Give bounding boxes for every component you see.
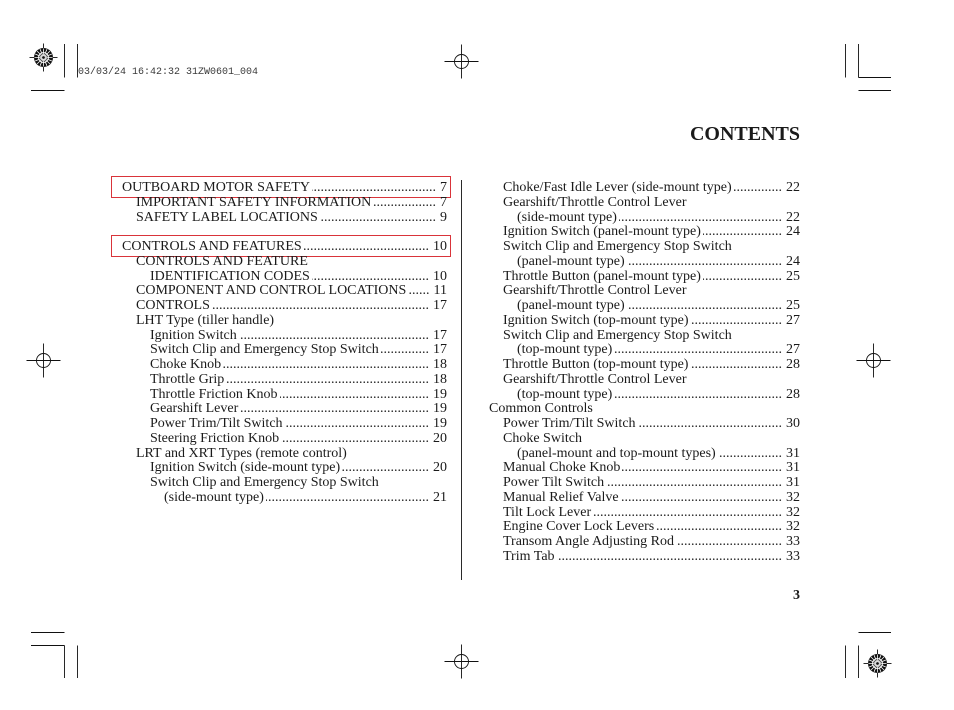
dot-leader bbox=[690, 314, 782, 329]
toc-entry bbox=[475, 461, 800, 476]
toc-entry bbox=[475, 181, 800, 196]
toc-entry-title: CONTROLS bbox=[136, 298, 210, 313]
toc-entry-title: Gearshift/Throttle Control Lever bbox=[503, 371, 687, 387]
toc-left-column bbox=[122, 181, 447, 506]
toc-entry-title: Switch Clip and Emergency Stop Switch bbox=[503, 239, 732, 254]
toc-row bbox=[475, 402, 800, 417]
toc-row bbox=[475, 329, 800, 344]
toc-entry-title: IMPORTANT SAFETY INFORMATION bbox=[136, 194, 372, 210]
toc-entry-title: Throttle Friction Knob bbox=[150, 386, 278, 402]
toc-right-column bbox=[475, 181, 800, 565]
toc-entry bbox=[475, 535, 800, 550]
toc-row bbox=[122, 329, 447, 344]
dot-leader bbox=[312, 270, 429, 285]
toc-page-number: 31 bbox=[786, 460, 800, 476]
toc-entry bbox=[122, 447, 447, 462]
toc-entry-title: Choke Knob bbox=[150, 357, 222, 372]
dot-leader bbox=[656, 520, 782, 535]
toc-entry-title: OUTBOARD MOTOR SAFETY bbox=[122, 180, 310, 195]
toc-page-number: 17 bbox=[433, 342, 447, 358]
toc-page-number: 31 bbox=[786, 445, 800, 461]
toc-entry bbox=[122, 402, 447, 417]
dot-leader bbox=[312, 181, 436, 196]
crop-marks-top-right bbox=[846, 44, 892, 91]
toc-row bbox=[475, 225, 800, 240]
toc-entry-title: CONTROLS AND FEATURE bbox=[136, 253, 308, 269]
dot-leader bbox=[676, 535, 782, 550]
toc-section bbox=[122, 181, 447, 225]
toc-entry bbox=[122, 388, 447, 403]
dot-leader bbox=[226, 373, 429, 388]
toc-entry bbox=[475, 373, 800, 403]
dot-leader bbox=[266, 491, 429, 506]
toc-entry-title: Engine Cover Lock Levers bbox=[503, 519, 655, 535]
toc-row bbox=[122, 284, 447, 299]
dot-leader bbox=[373, 196, 436, 211]
toc-entry-title: Transom Angle Adjusting Rod bbox=[503, 534, 675, 549]
toc-entry bbox=[475, 196, 800, 226]
toc-page-number: 18 bbox=[433, 357, 447, 372]
dot-leader bbox=[408, 284, 429, 299]
toc-entry bbox=[475, 520, 800, 535]
toc-entry bbox=[122, 343, 447, 358]
toc-entry bbox=[475, 270, 800, 285]
toc-page-number: 7 bbox=[440, 180, 447, 195]
dot-leader bbox=[718, 447, 782, 462]
toc-section bbox=[122, 240, 447, 506]
toc-row bbox=[475, 270, 800, 285]
registration-bullseye-top-left bbox=[30, 44, 58, 72]
toc-row bbox=[475, 417, 800, 432]
toc-page-number: 21 bbox=[433, 489, 447, 505]
bullseye-center bbox=[42, 56, 45, 59]
toc-page-number: 27 bbox=[786, 342, 800, 358]
toc-page-number: 25 bbox=[786, 298, 800, 313]
dot-leader bbox=[285, 417, 429, 432]
toc-entry bbox=[475, 329, 800, 359]
toc-entry-title: Throttle Button (top-mount type) bbox=[503, 357, 689, 372]
toc-row bbox=[122, 402, 447, 417]
toc-entry-title: (side-mount type) bbox=[517, 209, 617, 225]
bullseye-disc bbox=[34, 48, 53, 67]
toc-entry-title: Steering Friction Knob bbox=[150, 430, 280, 446]
toc-entry-title: Throttle Button (panel-mount type) bbox=[503, 268, 701, 284]
bullseye-center bbox=[876, 662, 879, 665]
toc-row bbox=[475, 196, 800, 211]
dot-leader bbox=[627, 255, 782, 270]
toc-page-number: 11 bbox=[433, 283, 447, 299]
toc-page-number: 28 bbox=[786, 386, 800, 402]
toc-page-number: 25 bbox=[786, 268, 800, 284]
toc-row bbox=[475, 299, 800, 314]
toc-row bbox=[475, 535, 800, 550]
toc-row bbox=[122, 388, 447, 403]
target-ring bbox=[455, 55, 469, 69]
toc-page-number: 20 bbox=[433, 430, 447, 446]
toc-entry-title: Ignition Switch (panel-mount type) bbox=[503, 224, 701, 240]
toc-entry-title: Power Trim/Tilt Switch bbox=[150, 416, 283, 431]
toc-entry bbox=[122, 358, 447, 373]
toc-entry-title: (panel-mount and top-mount types) bbox=[517, 445, 716, 461]
toc-row bbox=[122, 196, 447, 211]
toc-entry-title: Manual Choke Knob bbox=[503, 460, 621, 476]
crop-marks-bottom-right bbox=[846, 633, 892, 679]
toc-row bbox=[475, 240, 800, 255]
toc-entry bbox=[475, 506, 800, 521]
toc-row bbox=[475, 373, 800, 388]
toc-entry-title: Choke Switch bbox=[503, 430, 582, 446]
toc-row bbox=[122, 417, 447, 432]
toc-entry bbox=[122, 417, 447, 432]
toc-section bbox=[475, 181, 800, 565]
toc-row bbox=[475, 550, 800, 565]
dot-leader bbox=[690, 358, 782, 373]
toc-entry-title: Gearshift Lever bbox=[150, 401, 239, 417]
toc-page-number: 9 bbox=[440, 209, 447, 225]
toc-entry-title: Ignition Switch (top-mount type) bbox=[503, 312, 689, 328]
bullseye-spoke bbox=[37, 51, 50, 64]
dot-leader bbox=[381, 343, 429, 358]
bullseye-ring bbox=[39, 53, 49, 63]
dot-leader bbox=[212, 299, 429, 314]
toc-page-number: 30 bbox=[786, 416, 800, 431]
toc-entry bbox=[475, 476, 800, 491]
toc-page-number: 32 bbox=[786, 504, 800, 520]
toc-page-number: 27 bbox=[786, 312, 800, 328]
toc-entry-title: Switch Clip and Emergency Stop Switch bbox=[503, 327, 732, 343]
toc-page-number: 22 bbox=[786, 209, 800, 225]
toc-row bbox=[122, 299, 447, 314]
toc-entry bbox=[122, 329, 447, 344]
toc-entry bbox=[122, 181, 447, 196]
bullseye-ring bbox=[873, 659, 883, 669]
bullseye-spoke bbox=[35, 54, 52, 61]
toc-page-number: 19 bbox=[433, 416, 447, 431]
toc-entry-title: SAFETY LABEL LOCATIONS bbox=[136, 209, 318, 225]
toc-row bbox=[122, 373, 447, 388]
dot-leader bbox=[280, 388, 429, 403]
dot-leader bbox=[638, 417, 782, 432]
toc-row bbox=[122, 270, 447, 285]
toc-entry bbox=[475, 432, 800, 462]
toc-page-number: 28 bbox=[786, 357, 800, 372]
toc-row bbox=[122, 476, 447, 491]
toc-entry bbox=[475, 284, 800, 314]
dot-leader bbox=[622, 461, 782, 476]
toc-entry-title: (top-mount type) bbox=[517, 386, 613, 402]
toc-row bbox=[475, 343, 800, 358]
dot-leader bbox=[240, 402, 429, 417]
toc-row bbox=[475, 358, 800, 373]
dot-leader bbox=[614, 388, 782, 403]
toc-page-number: 32 bbox=[786, 519, 800, 535]
toc-page-number: 7 bbox=[440, 194, 447, 210]
toc-page-number: 33 bbox=[786, 548, 800, 564]
toc-page-number: 31 bbox=[786, 475, 800, 490]
toc-entry bbox=[475, 225, 800, 240]
toc-page-number: 24 bbox=[786, 224, 800, 240]
toc-row bbox=[475, 506, 800, 521]
toc-row bbox=[122, 211, 447, 226]
toc-row bbox=[475, 520, 800, 535]
toc-row bbox=[122, 314, 447, 329]
toc-entry bbox=[475, 314, 800, 329]
toc-entry-title: Power Trim/Tilt Switch bbox=[503, 416, 636, 431]
bullseye-spoke bbox=[869, 660, 886, 667]
toc-page-number: 10 bbox=[433, 268, 447, 284]
page-title: CONTENTS bbox=[689, 123, 800, 145]
dot-leader bbox=[619, 211, 782, 226]
toc-page-number: 19 bbox=[433, 401, 447, 417]
toc-entry bbox=[475, 240, 800, 270]
target-ring bbox=[37, 354, 51, 368]
toc-page-number: 19 bbox=[433, 386, 447, 402]
toc-row bbox=[475, 388, 800, 403]
toc-entry-title: LRT and XRT Types (remote control) bbox=[136, 445, 347, 461]
dot-leader bbox=[223, 358, 429, 373]
toc-entry bbox=[122, 476, 447, 506]
dot-leader bbox=[621, 491, 782, 506]
toc-entry bbox=[475, 402, 800, 417]
bullseye-spoke bbox=[874, 655, 881, 672]
dot-leader bbox=[239, 329, 429, 344]
toc-row bbox=[475, 314, 800, 329]
toc-row bbox=[122, 181, 447, 196]
toc-entry-title: Manual Relief Valve bbox=[503, 489, 619, 505]
bullseye-spoke bbox=[871, 657, 884, 670]
toc-entry-title: LHT Type (tiller handle) bbox=[136, 312, 275, 328]
bullseye-spokes bbox=[869, 655, 887, 673]
toc-page-number: 22 bbox=[786, 180, 800, 195]
toc-row bbox=[122, 255, 447, 270]
crop-marks-bottom-left bbox=[31, 633, 78, 679]
toc-entry-title: Gearshift/Throttle Control Lever bbox=[503, 194, 687, 210]
toc-row bbox=[122, 343, 447, 358]
bullseye-spoke bbox=[871, 657, 884, 670]
bullseye-spoke bbox=[874, 655, 881, 672]
toc-entry bbox=[122, 314, 447, 329]
dot-leader bbox=[281, 432, 429, 447]
toc-entry-title: Tilt Lock Lever bbox=[503, 504, 592, 520]
toc-page-number: 20 bbox=[433, 460, 447, 476]
toc-row bbox=[475, 447, 800, 462]
toc-entry-title: Ignition Switch (side-mount type) bbox=[150, 460, 341, 476]
toc-row bbox=[475, 432, 800, 447]
column-divider bbox=[461, 180, 462, 580]
dot-leader bbox=[593, 506, 782, 521]
toc-entry bbox=[122, 211, 447, 226]
target-ring bbox=[867, 354, 881, 368]
toc-page-number: 17 bbox=[433, 298, 447, 313]
bullseye-disc bbox=[868, 654, 887, 673]
toc-entry-title: CONTROLS AND FEATURES bbox=[122, 239, 302, 254]
toc-entry bbox=[475, 491, 800, 506]
dot-leader bbox=[703, 225, 782, 240]
bullseye-spokes bbox=[35, 49, 53, 67]
dot-leader bbox=[734, 181, 782, 196]
registration-target-left-middle bbox=[27, 344, 61, 378]
bullseye-spoke bbox=[40, 49, 47, 66]
toc-entry-title: Choke/Fast Idle Lever (side-mount type) bbox=[503, 180, 732, 195]
toc-page-number: 10 bbox=[433, 239, 447, 254]
toc-entry-title: (top-mount type) bbox=[517, 342, 613, 358]
toc-row bbox=[122, 358, 447, 373]
page-number: 3 bbox=[793, 588, 800, 603]
toc-row bbox=[475, 211, 800, 226]
toc-entry bbox=[122, 255, 447, 285]
toc-row bbox=[475, 284, 800, 299]
toc-entry bbox=[122, 299, 447, 314]
dot-leader bbox=[627, 299, 782, 314]
toc-page-number: 24 bbox=[786, 253, 800, 269]
toc-entry-title: (side-mount type) bbox=[164, 489, 264, 505]
toc-entry-title: COMPONENT AND CONTROL LOCATIONS bbox=[136, 283, 407, 299]
toc-entry bbox=[475, 417, 800, 432]
dot-leader bbox=[320, 211, 436, 226]
dot-leader bbox=[557, 550, 782, 565]
toc-row bbox=[475, 476, 800, 491]
registration-target-bottom-center bbox=[445, 645, 479, 679]
print-slug-line: 03/03/24 16:42:32 31ZW0601_004 bbox=[78, 67, 259, 78]
toc-entry-title: (panel-mount type) bbox=[517, 253, 625, 269]
toc-entry bbox=[122, 373, 447, 388]
toc-entry-title: Common Controls bbox=[489, 401, 593, 417]
crop-marks-top-left bbox=[31, 44, 78, 91]
toc-row bbox=[122, 461, 447, 476]
toc-row bbox=[475, 491, 800, 506]
toc-page-number: 17 bbox=[433, 327, 447, 343]
toc-entry-title: Switch Clip and Emergency Stop Switch bbox=[150, 475, 379, 490]
dot-leader bbox=[606, 476, 782, 491]
toc-page-number: 33 bbox=[786, 534, 800, 549]
dot-leader bbox=[304, 240, 429, 255]
toc-page-number: 18 bbox=[433, 371, 447, 387]
toc-entry-title: Switch Clip and Emergency Stop Switch bbox=[150, 342, 379, 358]
toc-entry bbox=[122, 461, 447, 476]
toc-entry bbox=[122, 240, 447, 255]
toc-entry-title: (panel-mount type) bbox=[517, 298, 625, 313]
toc-entry-title: Throttle Grip bbox=[150, 371, 225, 387]
toc-row bbox=[475, 255, 800, 270]
toc-entry bbox=[122, 432, 447, 447]
registration-target-top-center bbox=[445, 45, 479, 79]
toc-row bbox=[122, 240, 447, 255]
dot-leader bbox=[614, 343, 782, 358]
toc-entry-title: Gearshift/Throttle Control Lever bbox=[503, 283, 687, 299]
toc-entry-title: Power Tilt Switch bbox=[503, 475, 605, 490]
toc-entry bbox=[122, 284, 447, 299]
toc-row bbox=[475, 181, 800, 196]
bullseye-spoke bbox=[37, 51, 50, 64]
toc-entry-title: Ignition Switch bbox=[150, 327, 237, 343]
bullseye-spoke bbox=[869, 660, 886, 667]
registration-target-right-middle bbox=[857, 344, 891, 378]
toc-row bbox=[122, 447, 447, 462]
toc-entry bbox=[122, 196, 447, 211]
dot-leader bbox=[703, 270, 782, 285]
toc-entry bbox=[475, 550, 800, 565]
toc-row bbox=[475, 461, 800, 476]
toc-entry bbox=[475, 358, 800, 373]
registration-bullseye-bottom-right bbox=[864, 650, 892, 678]
bullseye-spoke bbox=[35, 54, 52, 61]
dot-leader bbox=[342, 461, 429, 476]
toc-row bbox=[122, 432, 447, 447]
target-ring bbox=[455, 655, 469, 669]
toc-page-number: 32 bbox=[786, 489, 800, 505]
toc-row bbox=[122, 491, 447, 506]
toc-entry-title: Trim Tab bbox=[503, 548, 555, 564]
bullseye-spoke bbox=[40, 49, 47, 66]
toc-entry-title: IDENTIFICATION CODES bbox=[150, 268, 310, 284]
